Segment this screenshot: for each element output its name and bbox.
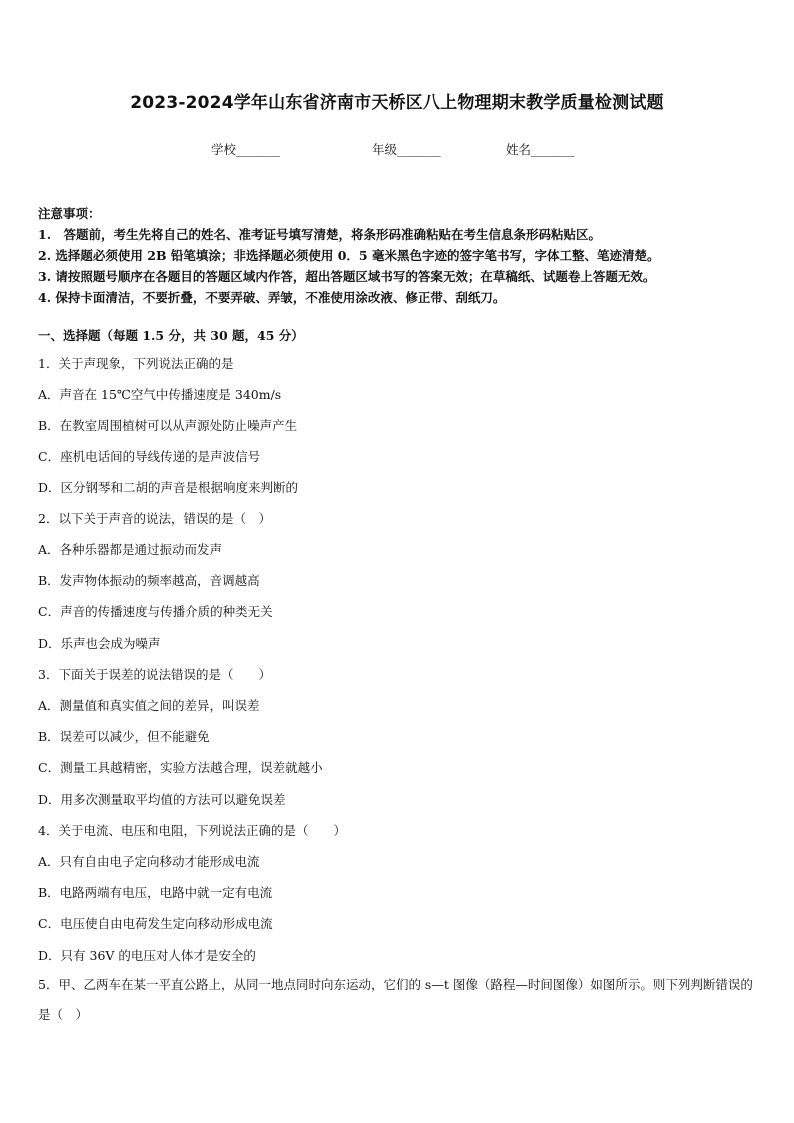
question-2-option-d: D．乐声也会成为噪声 — [38, 636, 161, 651]
notes-heading: 注意事项： — [38, 206, 101, 221]
question-2-option-a: A．各种乐器都是通过振动而发声 — [38, 542, 223, 557]
note-item: 1. 答题前，考生先将自己的姓名、准考证号填写清楚，将条形码准确粘贴在考生信息条形码粘贴区。 — [38, 227, 602, 242]
question-1-option-c: C．座机电话间的导线传递的是声波信号 — [38, 449, 261, 464]
note-item: 4. 保持卡面清洁，不要折叠，不要弄破、弄皱，不准使用涂改液、修正带、刮纸刀。 — [38, 290, 506, 305]
question-1-option-b: B．在教室周围植树可以从声源处防止噪声产生 — [38, 418, 298, 433]
section-title: 一、选择题（每题 1.5 分，共 30 题，45 分） — [38, 328, 304, 343]
question-1-option-a: A．声音在 15℃空气中传播速度是 340m/s — [38, 387, 282, 402]
question-4-stem: 4．关于电流、电压和电阻，下列说法正确的是（ ） — [38, 823, 346, 838]
question-1-stem: 1．关于声现象，下列说法正确的是 — [38, 356, 234, 371]
question-4-option-b: B．电路两端有电压，电路中就一定有电流 — [38, 885, 273, 900]
note-item: 3. 请按照题号顺序在各题目的答题区域内作答，超出答题区域书写的答案无效；在草稿纸、试题卷上答题无效。 — [38, 269, 656, 284]
question-1-option-d: D．区分钢琴和二胡的声音是根据响度来判断的 — [38, 480, 299, 495]
question-3-stem: 3．下面关于误差的说法错误的是（ ） — [38, 667, 271, 682]
grade-field[interactable]: 年级_______ — [372, 142, 441, 157]
question-3-option-c: C．测量工具越精密，实验方法越合理，误差就越小 — [38, 760, 323, 775]
question-5-stem: 5．甲、乙两车在某一平直公路上，从同一地点同时向东运动，它们的 s—t 图像（路程—时间图像）如图所示。则下列判断错误的是（ ） — [38, 977, 753, 1022]
student-info-row — [0, 140, 794, 160]
question-3-option-d: D．用多次测量取平均值的方法可以避免误差 — [38, 792, 286, 807]
name-field[interactable]: 姓名_______ — [506, 142, 575, 157]
question-4-option-d: D．只有 36V 的电压对人体才是安全的 — [38, 948, 256, 963]
question-2-stem: 2．以下关于声音的说法，错误的是（ ） — [38, 511, 271, 526]
question-4-option-a: A．只有自由电子定向移动才能形成电流 — [38, 854, 260, 869]
question-4-option-c: C．电压使自由电荷发生定向移动形成电流 — [38, 916, 273, 931]
school-field[interactable]: 学校_______ — [211, 142, 280, 157]
question-2-option-c: C．声音的传播速度与传播介质的种类无关 — [38, 604, 273, 619]
question-3-option-a: A．测量值和真实值之间的差异，叫误差 — [38, 698, 260, 713]
notes-block — [38, 203, 758, 308]
question-3-option-b: B．误差可以减少，但不能避免 — [38, 729, 210, 744]
question-2-option-b: B．发声物体振动的频率越高，音调越高 — [38, 573, 260, 588]
note-item: 2. 选择题必须使用 2B 铅笔填涂；非选择题必须使用 0．5 毫米黑色字迹的签字笔书写，字体工整、笔迹清楚。 — [38, 248, 660, 263]
page-title: 2023-2024学年山东省济南市天桥区八上物理期末教学质量检测试题 — [130, 93, 664, 113]
